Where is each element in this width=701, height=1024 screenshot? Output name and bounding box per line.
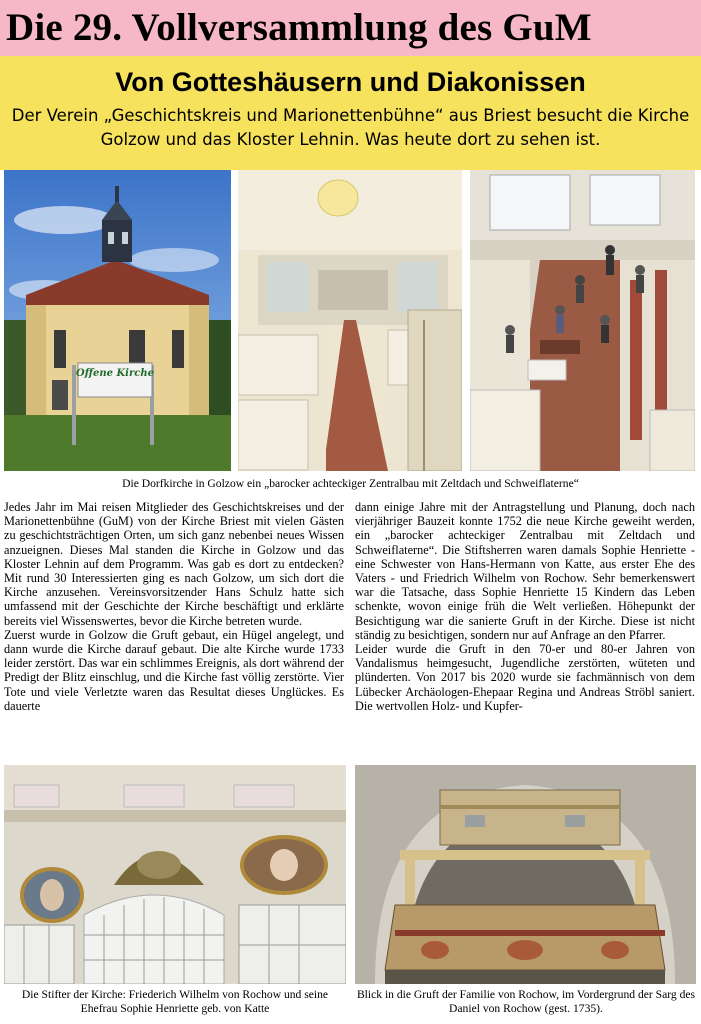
article-subtitle: Der Verein „Geschichtskreis und Marionettenbühne“ aus Briest besucht die Kirche Golzow und das Kloster Lehnin. Was heute dort zu sehen ist.	[11, 106, 690, 149]
sign-text: Offene Kirche	[76, 368, 154, 379]
caption-top-photos: Die Dorfkirche in Golzow ein „barocker achteckiger Zentralbau mit Zeltdach und Schweiflaterne“	[122, 477, 579, 490]
header-band	[0, 0, 701, 56]
caption-founders: Die Stifter der Kirche: Friederich Wilhelm von Rochow und seine Ehefrau Sophie Henriette geb. von Katte	[21, 988, 329, 1015]
article-headline: Von Gotteshäusern und Diakonissen	[115, 67, 586, 97]
photo-founders-portraits	[4, 765, 346, 984]
article-paragraph: Jedes Jahr im Mai reisen Mitglieder des Geschichtskreises und der Marionettenbühne (GuM) von der Kirche Briest mit vielen Gästen zu geschichtsträchtigen Orten, um sich ganz nebenbei neues Wissen anzueignen. Dieses Mal standen die Kirche in Golzow und das Kloster Lehnin auf dem Programm. Was gab es dort zu entdecken? Mit rund 30 Interessierten ging es nach Golzow, um sich dort die Kirche anzusehen. Vereinsvorsitzender Hans Schulz hatte sich umfassend mit der Geschichte der Kirche beschäftigt und erklärte bereits viel Wissenswertes, bevor die Kirche betreten wurde.	[4, 500, 344, 628]
article-paragraph: dann einige Jahre mit der Antragstellung und Planung, doch nach vierjähriger Bauzeit konnte 1752 die neue Kirche geweiht werden, ein „barocker achteckiger Zentralbau mit Zeltdach und Schweiflaterne“. Die Stiftsherren waren damals Sophie Henriette - eine Schwester von Hans-Hermann von Katte, aus erster Ehe des Vaters - und Friedrich Wilhelm von Rochow. Sehr bemerkenswert war die Tatsache, dass Sophie Henriette 15 Kindern das Leben schenkte, wovon einige früh die Welt verließen. Höhepunkt der Besichtigung war die sanierte Gruft in der Kirche. Diese ist nicht ständig zu besichtigen, sondern nur auf Anfrage an den Pfarrer.	[355, 500, 695, 642]
article-paragraph: Zuerst wurde in Golzow die Gruft gebaut, ein Hügel angelegt, und dann wurde die Kirche darauf gebaut. Die alte Kirche wurde 1733 leider zerstört. Das war ein schlimmes Ereignis, als dort während der Predigt der Blitz einschlug, und die Kirche fast völlig zerstörte. Vier Tote und viele Verletzte waren das Resultat dieses Unglückes. Es dauerte	[4, 627, 344, 713]
article-column-right	[355, 500, 695, 762]
headline-box	[0, 56, 701, 170]
photo-interior-visitors	[470, 170, 695, 471]
photo-crypt-coffins	[355, 765, 696, 984]
article-column-left	[4, 500, 344, 762]
photo-church-interior	[238, 170, 462, 471]
page-title: Die 29. Vollversammlung des GuM	[6, 6, 592, 49]
photo-church-exterior	[4, 170, 231, 471]
article-paragraph: Leider wurde die Gruft in den 70-er und 80-er Jahren von Vandalismus heimgesucht, Jugendliche zerstörten, wüteten und plünderten. Von 2017 bis 2020 wurde sie fachmännisch von dem Lübecker Archäologen-Ehepaar Regina und Andreas Ströbl saniert. Die wertvollen Holz- und Kupfer-	[355, 642, 695, 713]
caption-crypt: Blick in die Gruft der Familie von Rochow, im Vordergrund der Sarg des Daniel von Rochow (gest. 1735).	[356, 988, 696, 1015]
